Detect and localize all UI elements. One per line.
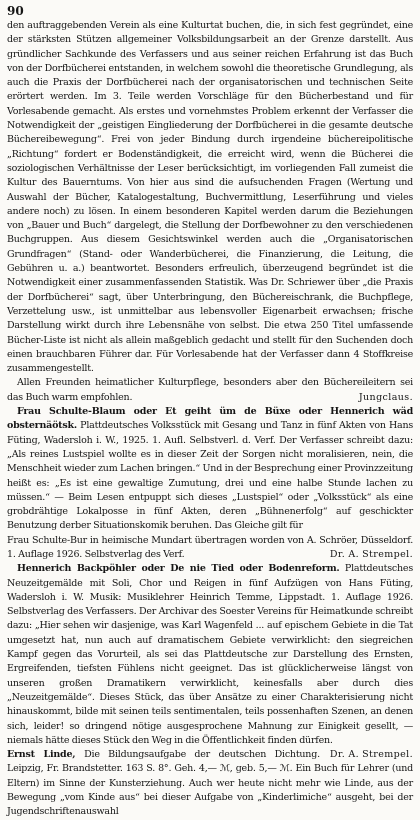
paragraph-text: den auftraggebenden Verein als eine Kulturtat buchen, die, in sich fest gegründet, eine der stärksten Stützen allgemeiner Volksbildungsarbeit an der Grenze darstellt. Aus gründlicher Sachkunde des Verfassers und aus seiner reichen Erfahrung ist das Buch von der Dorfbücherei entstanden, in welchem sowohl die theoretische Grundlegung, als auch die Praxis der Dorfbücherei nach der organisatorischen und technischen Seite erörtert werden. Im 3. Teile werden Vorschläge für den Bücherbestand und für Vorlesabende gemacht. Als erstes und vornehmstes Problem erkennt der Verfasser die Notwendigkeit der „geistigen Eingliederung der Dorfbücherei in die gesamte deutsche Büchereibewegung“. Frei von jeder Bindung durch irgendeine büchereipolitische „Richtung“ fordert er Bodenständigkeit, die erreicht wird, wenn die Bücherei die soziologischen Verhältnisse der Leser berücksichtigt, im vorliegenden Fall zumeist die Kultur des Bauerntums. Von hier aus sind die aufsuchenden Fragen (Wertung und Auswahl der Bücher, Katalogestaltung, Buchvermittlung, Leserführung und vieles andere noch) zu lösen. In einem besonderen Kapitel werden darum die Beziehungen von „Bauer und Buch“ dargelegt, die Stellung der Dorfbewohner zu den verschiedenen Buchgruppen. Aus diesem Gesichtswinkel werden auch die „Organisatorischen Grundfragen“ (Stand- oder Wanderbücherei, die Finanzierung, die Leitung, die Gebühren u. a.) beantwortet. Besonders erfreulich, überzeugend begründet ist die Notwendigkeit einer zusammenfassenden Statistik. Was Dr. Schriewer über „die Praxis der Dorfbücherei“ sagt, über Unterbringung, den Büchereischrank, die Buchpflege, Verzettelung usw., ist unmittelbar aus lebensvoller Eigenarbeit erwachsen; frische Darstellung wirkt durch ihre Lebensnähe von selbst. Die etwa 250 Titel umfassende Bücher-Liste ist nicht als allein maßgeblich gedacht und stellt für den Suchenden doch einen brauchbaren Führer dar. Für Vorlesabende hat der Verfasser dann 4 Stoffkreise zusammengestellt.: [7, 20, 413, 375]
page-number: 90: [7, 4, 24, 18]
signature-jungclaus: Jungclaus.: [358, 391, 413, 403]
review-text: [7, 19, 413, 820]
book-title-hennerich-backpoehler: Hennerich Backpöhler oder De nie Tied oder Bodenreform.: [17, 563, 340, 575]
paragraph-text: Frau Schulte-Bur in heimische Mundart übertragen worden von A. Schröer, Düsseldorf. 1. Auflage 1926. Selbstverlag des Verf.: [7, 534, 413, 560]
paragraph-text: Allen Freunden heimatlicher Kulturpflege, besonders aber den Büchereileitern sei das Buch warm empfohlen.: [7, 377, 413, 403]
paragraph-frau-schulte-blaum: [7, 405, 413, 534]
paragraph-schriewer-review: [7, 19, 413, 376]
paragraph-recommendation: [7, 376, 413, 405]
author-ernst-linde: Ernst Linde,: [7, 749, 85, 761]
paragraph-text: Plattdeutsches Volksstück mit Gesang und Tanz in fünf Akten von Hans Füting, Wadersloh i. W., 1925. 1. Aufl. Selbstverl. d. Verf. Der Verfasser schreibt dazu: „Als reines Lustspiel wollte es in dieser Zeit der Sorgen nicht moralisieren, nein, die Menschheit wieder zum Lachen bringen.“ Und in der Besprechung einer Provinzzeitung heißt es: „Es ist eine gewaltige Zumutung, drei und eine halbe Stunde lachen zu müssen.“ — Beim Lesen entpuppt sich dieses „Lustspiel“ oder „Volksstück“ als eine grobdrähtige Lokalposse in fünf Akten, deren „Bühnenerfolg“ auf geschickter Benutzung derber Situationskomik beruhen. Das Gleiche gilt für: [7, 420, 414, 532]
signature-strempel: Dr. A. Strempel.: [329, 548, 413, 560]
signature-strempel: Dr. A. Strempel.: [329, 749, 413, 761]
paragraph-text: Plattdeutsches Neuzeitgemälde mit Soli, Chor und Reigen in fünf Aufzügen von Hans Füting, Wadersloh i. W. Musik: Musiklehrer Heinrich Temme, Lippstadt. 1. Auflage 1926. Selbstverlag des Verfassers. Der Archivar des Soester Vereins für Heimatkunde schreibt dazu: „Hier sehen wir dasjenige, was Karl Wagenfeld ... auf epischem Gebiete in die Tat umgesetzt hat, nun auch auf dramatischem Gebiete verwirklicht: den siegreichen Kampf gegen das Vorurteil, als sei das Plattdeutsche zur Darstellung des Ernsten, Ergreifenden, tiefsten Fühlens nicht geeignet. Das ist glücklicherweise längst von unseren großen Dramatikern verwirklicht, keinesfalls aber durch dies „Neuzeitgemälde“. Dieses Stück, das über Ansätze zu einer Charakterisierung nicht hinauskommt, bilde mit seinen teils sentimentalen, teils possenhaften Szenen, an denen sich, leider! so dringend nötige ausgesprochene Mahnung zur Einigkeit gesellt, — niemals hätte dieses Stück den Weg in die Öffentlichkeit finden dürfen.: [7, 563, 413, 746]
paragraph-text: Die Bildungsaufgabe der deutschen Dichtung. Leipzig, Fr. Brandstetter. 163 S. 8°. Geh. 4,— ℳ, geb. 5,— ℳ. Ein Buch für Lehrer (und Eltern) im Sinne der Kunsterziehung. Auch wer heute nicht mehr wie Linde, aus der Bewegung „vom Kinde aus“ bei dieser Aufgabe von „Kinderlimiche“ ausgeht, bei der Jugendschriftenauswahl: [7, 749, 413, 818]
paragraph-frau-schulte-bur: [7, 534, 413, 563]
book-title-frau-schulte-blaum: Frau Schulte-Blaum oder Et geiht üm de Büxe oder Hennerich wäd obsternäötsk.: [7, 406, 413, 432]
